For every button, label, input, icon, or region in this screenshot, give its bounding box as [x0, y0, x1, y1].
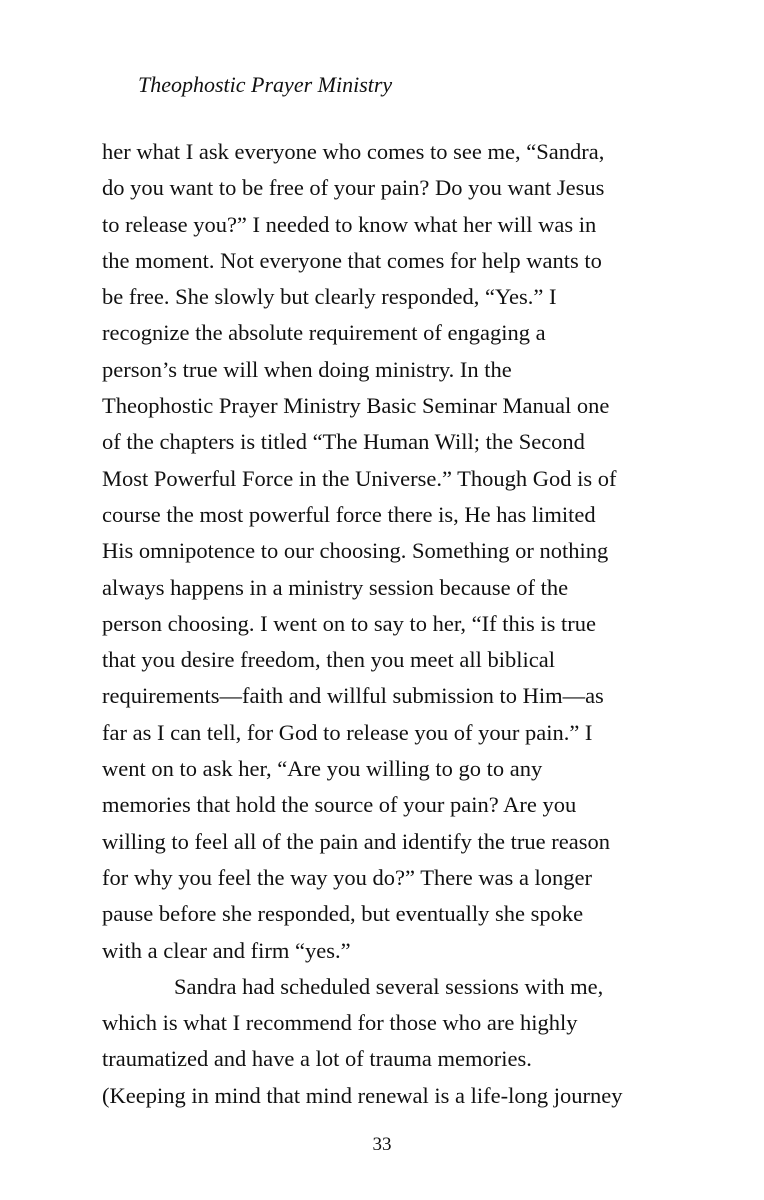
body-text [102, 134, 692, 1114]
paragraph-first-line: Sandra had scheduled several sessions with me, [174, 973, 604, 999]
text-line: person choosing. I went on to say to her, “If this is true [102, 610, 597, 636]
text-line: of the chapters is titled “The Human Will; the Second [102, 429, 585, 455]
page-number: 33 [372, 1134, 392, 1155]
running-header: Theophostic Prayer Ministry [138, 72, 393, 97]
text-line: went on to ask her, “Are you willing to go to any [102, 756, 543, 782]
text-line: that you desire freedom, then you meet all biblical [102, 647, 555, 673]
text-line: far as I can tell, for God to release you of your pain.” I [102, 719, 593, 745]
text-line: the moment. Not everyone that comes for help wants to [102, 247, 602, 273]
text-line: His omnipotence to our choosing. Something or nothing [102, 538, 609, 564]
text-line: memories that hold the source of your pain? Are you [102, 792, 577, 818]
text-line: to release you?” I needed to know what her will was in [102, 211, 597, 237]
text-line: willing to feel all of the pain and identify the true reason [102, 828, 610, 854]
text-line: always happens in a ministry session because of the [102, 574, 569, 600]
text-line: Most Powerful Force in the Universe.” Though God is of [102, 465, 617, 491]
text-line: recognize the absolute requirement of engaging a [102, 320, 546, 346]
text-line: person’s true will when doing ministry. In the [102, 356, 512, 382]
text-line: be free. She slowly but clearly responded, “Yes.” I [102, 284, 557, 310]
text-line: requirements—faith and willful submission to Him—as [102, 683, 604, 709]
text-line: traumatized and have a lot of trauma memories. [102, 1046, 532, 1072]
text-line: which is what I recommend for those who are highly [102, 1010, 578, 1036]
text-line: with a clear and firm “yes.” [102, 937, 351, 963]
text-line: pause before she responded, but eventually she spoke [102, 901, 584, 927]
text-line: course the most powerful force there is, He has limited [102, 501, 596, 527]
text-line: Theophostic Prayer Ministry Basic Seminar Manual one [102, 393, 610, 419]
text-line: (Keeping in mind that mind renewal is a life-long journey [102, 1082, 623, 1108]
text-line: do you want to be free of your pain? Do you want Jesus [102, 175, 605, 201]
text-line: her what I ask everyone who comes to see me, “Sandra, [102, 139, 605, 164]
text-line: for why you feel the way you do?” There was a longer [102, 864, 593, 890]
